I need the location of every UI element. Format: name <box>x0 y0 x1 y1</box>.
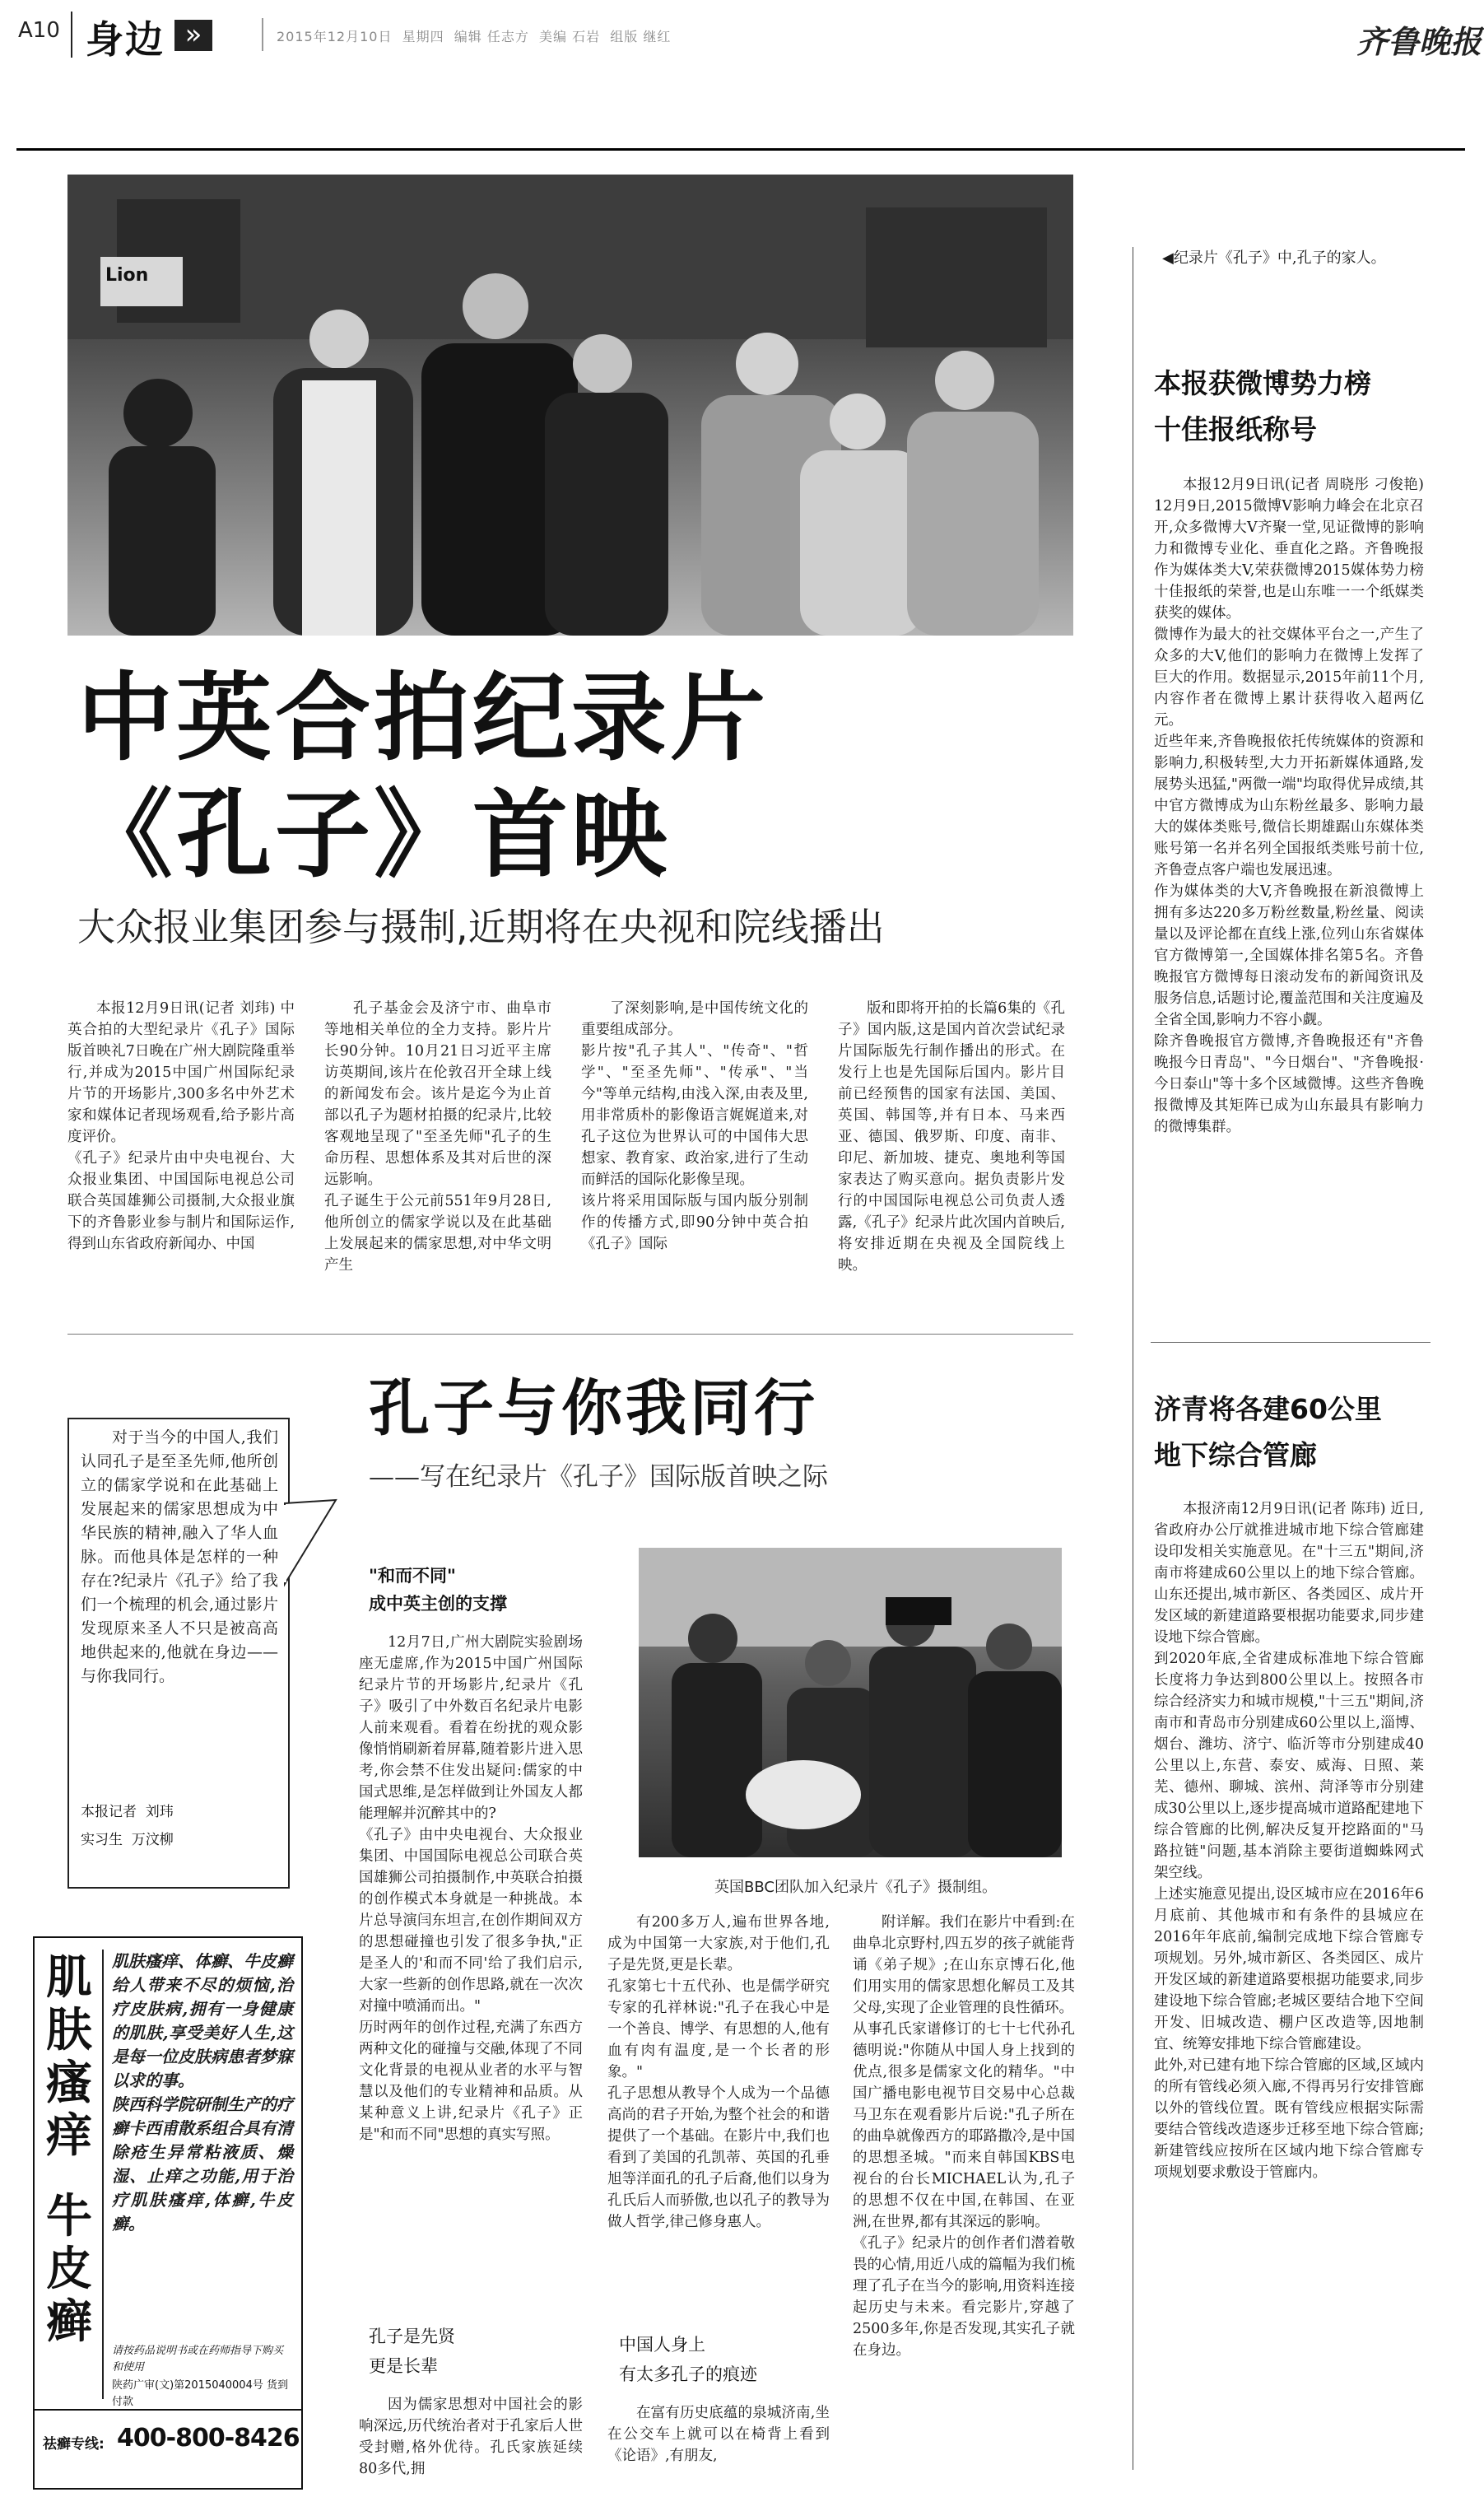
bbc-photo-caption: 英国BBC团队加入纪录片《孔子》摄制组。 <box>714 1879 997 1896</box>
ad-bottom-rule <box>35 2409 301 2411</box>
bbc-crew-figures <box>639 1548 1062 1857</box>
main-headline-1: 中英合拍纪录片 <box>77 663 769 774</box>
ad-fine-print-1: 请按药品说明书或在药师指导下购买和使用 <box>112 2345 284 2374</box>
ad-box <box>33 1936 303 2490</box>
ad-title-divider <box>102 1950 104 2399</box>
ad-hotline-label: 祛癣专线: <box>43 2436 105 2453</box>
newspaper-logo: 齐鲁晚报 <box>1356 23 1482 60</box>
main-subtitle: 大众报业集团参与摄制,近期将在央视和院线播出 <box>77 905 885 949</box>
feature-sub2-line1: 孔子是先贤 <box>369 2327 455 2346</box>
header-divider-left <box>71 12 72 58</box>
callout-text: 对于当今的中国人,我们认同孔子是至圣先师,他所创立的儒家学说和在此基础上发展起来的儒家思想成为中华民族的精神,融入了华人血脉。而他具体是怎样的一种存在?纪录片《孔子》给了我们一个梳理的机会,通过影片发现原来圣人不只是被高高地供起来的,他就在身边——与你我同行。 <box>81 1428 278 1685</box>
feature-sub3-line2: 有太多孔子的痕迹 <box>619 2364 757 2384</box>
family-photo <box>67 175 1073 636</box>
ad-hotline-number: 400-800-8426 <box>117 2424 300 2453</box>
ad-body: 肌肤瘙痒、体癣、牛皮癣给人带来不尽的烦恼,治疗皮肤病,拥有一身健康的肌肤,享受美好人生,这是每一位皮肤病患者梦寐以求的事。 陕西科学院研制生产的疗癣卡西甫散系组合具有清除疮生异常粘液质、燥湿、止痒之功能,用于治疗肌肤瘙痒,体癣,牛皮癣。 <box>112 1951 293 2234</box>
family-photo-figures <box>67 175 1073 636</box>
right-news2-title-2: 地下综合管廊 <box>1154 1439 1317 1471</box>
feature-colB: 有200多万人,遍布世界各地,成为中国第一大家族,对于他们,孔子是先贤,更是长辈。 孔家第七十五代孙、也是儒学研究专家的孔祥林说:"孔子在我心中是一个善良、博学、有思想的人,他有血有肉有温度,是一个长者的形象。" 孔子思想从教导个人成为一个品德高尚的君子开始,为整个社会的和谐提供了一个基础。在影片中,我们也看到了美国的孔凯蒂、英国的孔垂旭等洋面孔的孔子后裔,他们以身为孔氏后人而骄傲,也以孔子的教导为做人哲学,律己修身惠人。 <box>607 1914 830 2230</box>
feature-sub1-line1: "和而不同" <box>369 1566 456 1586</box>
ad-fine-print-2: 陕药广审(文)第2015040004号 货到付款 <box>112 2379 288 2408</box>
feature-colA: 12月7日,广州大剧院实验剧场座无虚席,作为2015中国广州国际纪录片节的开场影片,纪录片《孔子》吸引了中外数百名纪录片电影人前来观看。看着在纷扰的观众影像悄悄刷新着屏幕,随着影片进入思考,你会禁不住发出疑问:儒家的中国式思维,是怎样做到让外国友人都能理解并沉醉其中的? 《孔子》由中央电视台、大众报业集团、中国国际电视总公司联合英国雄狮公司拍摄制作,中英联合拍摄的创作模式本身就是一种挑战。本片总导演闫东坦言,在创作期间双方的思想碰撞也引发了很多争执,"正是圣人的'和而不同'给了我们启示,大家一些新的创作思路,就在一次次对撞中喷涌而出。" 历时两年的创作过程,充满了东西方两种文化的碰撞与交融,体现了不同文化背景的电视从业者的水平与智慧以及他们的专业精神和品质。从某种意义上讲,纪录片《孔子》正是"和而不同"思想的真实写照。 <box>359 1634 583 2143</box>
photo-caption: ◀纪录片《孔子》中,孔子的家人。 <box>1162 249 1386 267</box>
header-divider-mid <box>262 18 263 51</box>
section-title: 身边 <box>86 17 165 62</box>
feature-sub2-line2: 更是长辈 <box>369 2356 438 2376</box>
bbc-crew-photo <box>639 1548 1062 1857</box>
feature-title: 孔子与你我同行 <box>369 1373 818 1444</box>
main-article-col4: 版和即将开拍的长篇6集的《孔子》国内版,这是国内首次尝试纪录片国际版先行制作播出的形式。在发行上也是先国际后国内。影片目前已经预售的国家有法国、美国、英国、韩国等,并有日本、马来西亚、德国、俄罗斯、印度、南非、印尼、新加坡、捷克、奥地利等国家表达了购买意向。据负责影片发行的中国国际电视总公司负责人透露,《孔子》纪录片此次国内首映后,将安排近期在央视及全国院线上映。 <box>838 1000 1065 1274</box>
right-news1-title-1: 本报获微博势力榜 <box>1154 367 1371 399</box>
main-article-col1: 本报12月9日讯(记者 刘玮) 中英合拍的大型纪录片《孔子》国际版首映礼7日晚在广州大剧院隆重举行,并成为2015中国广州国际纪录片节的开场影片,300多名中外艺术家和媒体记者现场观看,给予影片高度评价。 《孔子》纪录片由中央电视台、大众报业集团、中国国际电视总公司联合英国雄狮公司摄制,大众报业旗下的齐鲁影业参与制片和国际运作,得到山东省政府新闻办、中国 <box>67 1000 295 1252</box>
header-rule <box>16 148 1465 151</box>
main-article-col2: 孔子基金会及济宁市、曲阜市等地相关单位的全力支持。影片片长90分钟。10月21日习近平主席访英期间,该片在伦敦召开全球上线的新闻发布会。该片是迄今为止首部以孔子为题材拍摄的纪录片,比较客观地呈现了"至圣先师"孔子的生命历程、思想体系及其对后世的深远影响。 孔子诞生于公元前551年9月28日,他所创立的儒家学说以及在此基础上发展起来的儒家思想,对中华文明产生 <box>324 1000 551 1274</box>
right-news2-body: 本报济南12月9日讯(记者 陈玮) 近日,省政府办公厅就推进城市地下综合管廊建设印发相关实施意见。在"十三五"期间,济南市将建成60公里以上的地下综合管廊。山东还提出,城市新区、各类园区、成片开发区域的新建道路要根据功能要求,同步建设地下综合管廊。 到2020年底,全省建成标准地下综合管廊长度将力争达到800公里以上。按照各市综合经济实力和城市规模,"十三五"期间,济南市和青岛市分别建成60公里以上,淄博、烟台、潍坊、济宁、临沂等市分别建成40公里以上,东营、泰安、威海、日照、莱芜、德州、聊城、滨州、菏泽等市分别建成30公里以上,逐步提高城市道路配建地下综合管廊的比例,解决反复开挖路面的"马路拉链"问题,基本消除主要街道蜘蛛网式架空线。 上述实施意见提出,设区城市应在2016年6月底前、其他城市和有条件的县城应在2016年年底前,编制完成地下综合管廊专项规划。另外,城市新区、各类园区、成片开发区域的新建道路要根据功能要求,同步建设地下综合管廊;老城区要结合地下空间开发、旧城改造、棚户区改造等,因地制宜、统筹安排地下综合管廊建设。 此外,对已建有地下综合管廊的区域,区域内的所有管线必须入廊,不得再另行安排管廊以外的管线位置。既有管线应根据实际需要结合管线改造逐步迁移至地下综合管廊;新建管线应按所在区域内地下综合管廊专项规划要求敷设于管廊内。 <box>1154 1501 1424 2181</box>
right-news2-title-1: 济青将各建60公里 <box>1154 1393 1382 1425</box>
feature-colA2: 因为儒家思想对中国社会的影响深远,历代统治者对于孔家后人世受封赠,格外优待。孔氏家族延续80多代,拥 <box>359 2397 583 2477</box>
right-news-divider <box>1151 1342 1431 1343</box>
main-article-col3: 了深刻影响,是中国传统文化的重要组成部分。 影片按"孔子其人"、"传奇"、"哲学"、"至圣先师"、"传承"、"当今"等单元结构,由浅入深,由表及里,用非常质朴的影像语言娓娓道来,对孔子这位为世界认可的中国伟大思想家、教育家、政治家,进行了生动而鲜活的国际化影像呈现。 该片将采用国际版与国内版分别制作的传播方式,即90分钟中英合拍《孔子》国际 <box>581 1000 808 1252</box>
main-article-bottom-rule <box>67 1334 1073 1335</box>
main-headline-2: 《孔子》首映 <box>77 780 670 891</box>
callout-byline-1: 本报记者 刘玮 <box>81 1804 174 1820</box>
ad-title-2: 牛皮癣 <box>46 2189 92 2349</box>
callout-box <box>67 1418 290 1889</box>
callout-tail <box>285 1498 337 1589</box>
callout-byline-2: 实习生 万汶柳 <box>81 1832 174 1848</box>
feature-colC: 附详解。我们在影片中看到:在曲阜北京野村,四五岁的孩子就能背诵《弟子规》;在山东京博石化,他们用实用的儒家思想化解员工及其父母,实现了企业管理的良性循环。 从事孔氏家谱修订的七十七代孙孔德明说:"你随从中国人身上找到的优点,很多是儒家文化的精华。"中国广播电影电视节目交易中心总裁马卫东在观看影片后说:"孔子所在的曲阜就像西方的耶路撒冷,是中国的思想圣城。"而来自韩国KBS电视台的台长MICHAEL认为,孔子的思想不仅在中国,在韩国、在亚洲,在世界,都有其深远的影响。 《孔子》纪录片的创作者们潜着敬畏的心情,用近八成的篇幅为我们梳理了孔子在当今的影响,用资料连接起历史与未来。看完影片,穿越了2500多年,你是否发现,其实孔子就在身边。 <box>853 1914 1075 2359</box>
feature-colB2: 在富有历史底蕴的泉城济南,坐在公交车上就可以在椅背上看到《论语》,有朋友, <box>607 2405 830 2464</box>
page-number: A10 <box>18 18 60 43</box>
right-news1-title-2: 十佳报纸称号 <box>1154 413 1317 445</box>
right-news1-body: 本报12月9日讯(记者 周晓彤 刁俊艳) 12月9日,2015微博V影响力峰会在北京召开,众多微博大V齐聚一堂,见证微博的影响力和微博专业化、垂直化之路。齐鲁晚报作为媒体类大V,荣获微博2015媒体势力榜十佳报纸的荣誉,也是山东唯一一个纸媒类获奖的媒体。 微博作为最大的社交媒体平台之一,产生了众多的大V,他们的影响力在微博上发挥了巨大的作用。数据显示,2015年前11个月,内容作者在微博上累计获得收入超两亿元。 近些年来,齐鲁晚报依托传统媒体的资源和影响力,积极转型,大力开拓新媒体通路,发展势头迅猛,"两微一端"均取得优异成绩,其中官方微博成为山东粉丝最多、影响力最大的媒体类账号,微信长期雄踞山东媒体类账号第一名并名列全国报纸类账号前十位,齐鲁壹点客户端也发展迅速。 作为媒体类的大V,齐鲁晚报在新浪微博上拥有多达220多万粉丝数量,粉丝量、阅读量以及评论都在直线上涨,位列山东省媒体官方微博第一,全国媒体排名第5名。齐鲁晚报官方微博每日滚动发布的新闻资讯及服务信息,话题讨论,覆盖范围和关注度遍及全省全国,影响力不容小觑。 除齐鲁晚报官方微博,齐鲁晚报还有"齐鲁晚报今日青岛"、"今日烟台"、"齐鲁晚报·今日泰山"等十多个区域微博。这些齐鲁晚报微博及其矩阵已成为山东最具有影响力的微博集群。 <box>1154 477 1424 1135</box>
feature-sub3-line1: 中国人身上 <box>619 2335 705 2355</box>
section-arrow-icon: » <box>174 20 212 51</box>
photo-sign: Lion <box>105 265 149 286</box>
ad-title-1: 肌肤瘙痒 <box>46 1950 92 2163</box>
feature-sub1-line2: 成中英主创的支撑 <box>369 1594 507 1614</box>
header-meta: 2015年12月10日 星期四 编辑 任志方 美编 石岩 组版 继红 <box>277 29 672 44</box>
feature-subtitle: ——写在纪录片《孔子》国际版首映之际 <box>369 1462 828 1492</box>
